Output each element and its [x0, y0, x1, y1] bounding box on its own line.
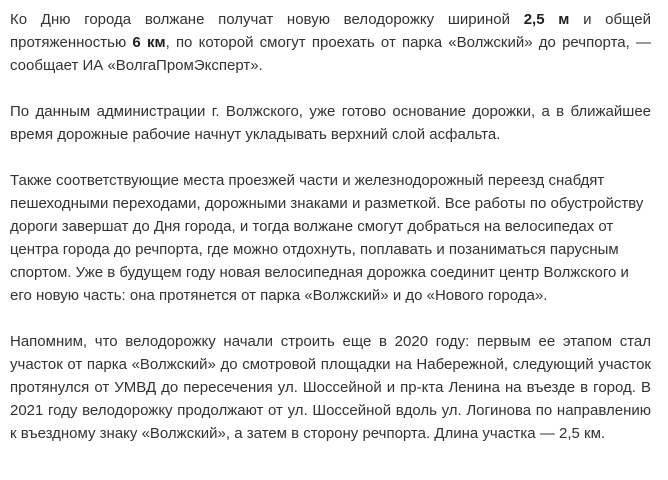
paragraph-1-text-c: и общей протяженностью — [10, 11, 651, 51]
paragraph-1-text-a: Ко Дню города волжане получат новую велодорожку шириной — [10, 11, 524, 28]
paragraph-3: Также соответствующие места проезжей части и железнодорожный переезд снабдят пешеходными переходами, дорожными знаками и разметкой. Все работы по обустройству дороги завершат до Дня города, и тогда волжане смогут добраться на велосипедах от центра города до речпорта, где можно отдохнуть, поплавать и позаниматься парусным спортом. Уже в будущем году новая велосипедная дорожка соединит центр Волжского и его новую часть: она протянется от парка «Волжский» и до «Нового города». — [10, 172, 644, 304]
paragraph-1-text-e: , по которой смогут проехать от парка «Волжский» до речпорта, — сообщает ИА «ВолгаПромЭксперт». — [10, 34, 651, 74]
article-body — [10, 8, 651, 468]
paragraph-4: Напомним, что велодорожку начали строить еще в 2020 году: первым ее этапом стал участок от парка «Волжский» до смотровой площадки на Набережной, следующий участок протянулся от УМВД до пересечения ул. Шоссейной и пр-кта Ленина на въезде в город. В 2021 году велодорожку продолжают от ул. Шоссейной вдоль ул. Логинова по направлению к въездному знаку «Волжский», а затем в сторону речпорта. Длина участка — 2,5 км. — [10, 333, 651, 442]
paragraph-2: По данным администрации г. Волжского, уже готово основание дорожки, а в ближайшее время дорожные рабочие начнут укладывать верхний слой асфальта. — [10, 103, 651, 143]
length-value: 6 км — [132, 34, 166, 51]
width-value: 2,5 м — [523, 11, 570, 28]
paragraph-1 — [10, 8, 651, 77]
